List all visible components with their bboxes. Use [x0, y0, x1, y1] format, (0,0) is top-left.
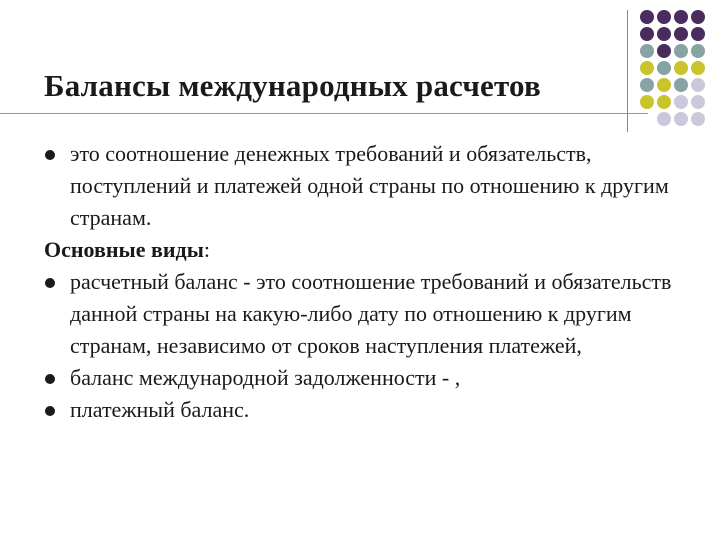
- decorative-dot: [674, 44, 688, 58]
- types-heading: Основные виды: [44, 237, 204, 262]
- list-item-text: платежный баланс.: [70, 397, 250, 422]
- decorative-dot: [691, 10, 705, 24]
- bullet-icon: [45, 150, 55, 160]
- decorative-dot: [691, 112, 705, 126]
- decorative-dot: [691, 44, 705, 58]
- decorative-dot: [657, 61, 671, 75]
- list-item: [44, 394, 684, 426]
- title-underline: [0, 113, 648, 114]
- decorative-dot: [657, 10, 671, 24]
- decorative-dot: [657, 112, 671, 126]
- decorative-dot: [657, 95, 671, 109]
- decorative-dot: [691, 61, 705, 75]
- intro-text: это соотношение денежных требований и обязательств, поступлений и платежей одной страны по отношению к другим странам.: [70, 141, 669, 230]
- list-item: [44, 266, 684, 362]
- list-item-text: расчетный баланс - это соотношение требований и обязательств данной страны на какую-либо дату по отношению к другим странам, независимо от сроков наступления платежей,: [70, 269, 672, 358]
- decorative-dot: [640, 27, 654, 41]
- decorative-dot: [674, 27, 688, 41]
- decorative-dot: [674, 10, 688, 24]
- decorative-dot: [674, 61, 688, 75]
- vertical-divider: [627, 10, 628, 132]
- decorative-dot: [691, 78, 705, 92]
- decorative-dot: [640, 44, 654, 58]
- decorative-dot: [640, 61, 654, 75]
- types-heading-row: [44, 234, 684, 266]
- decorative-dot: [657, 44, 671, 58]
- bullet-icon: [45, 278, 55, 288]
- decorative-dot: [674, 78, 688, 92]
- decorative-dot-grid: [640, 10, 720, 132]
- slide-title: Балансы международных расчетов: [44, 68, 541, 103]
- decorative-dot: [657, 78, 671, 92]
- decorative-dot: [657, 27, 671, 41]
- types-heading-colon: :: [203, 237, 210, 262]
- bullet-icon: [45, 406, 55, 416]
- decorative-dot: [674, 112, 688, 126]
- bullet-icon: [45, 374, 55, 384]
- decorative-dot: [691, 95, 705, 109]
- list-item: [44, 362, 684, 394]
- decorative-dot: [640, 95, 654, 109]
- slide-body: [44, 138, 684, 426]
- intro-bullet: [44, 138, 684, 234]
- decorative-dot: [674, 95, 688, 109]
- decorative-dot: [640, 78, 654, 92]
- decorative-dot: [640, 10, 654, 24]
- decorative-dot: [691, 27, 705, 41]
- list-item-text: баланс международной задолженности - ,: [70, 365, 461, 390]
